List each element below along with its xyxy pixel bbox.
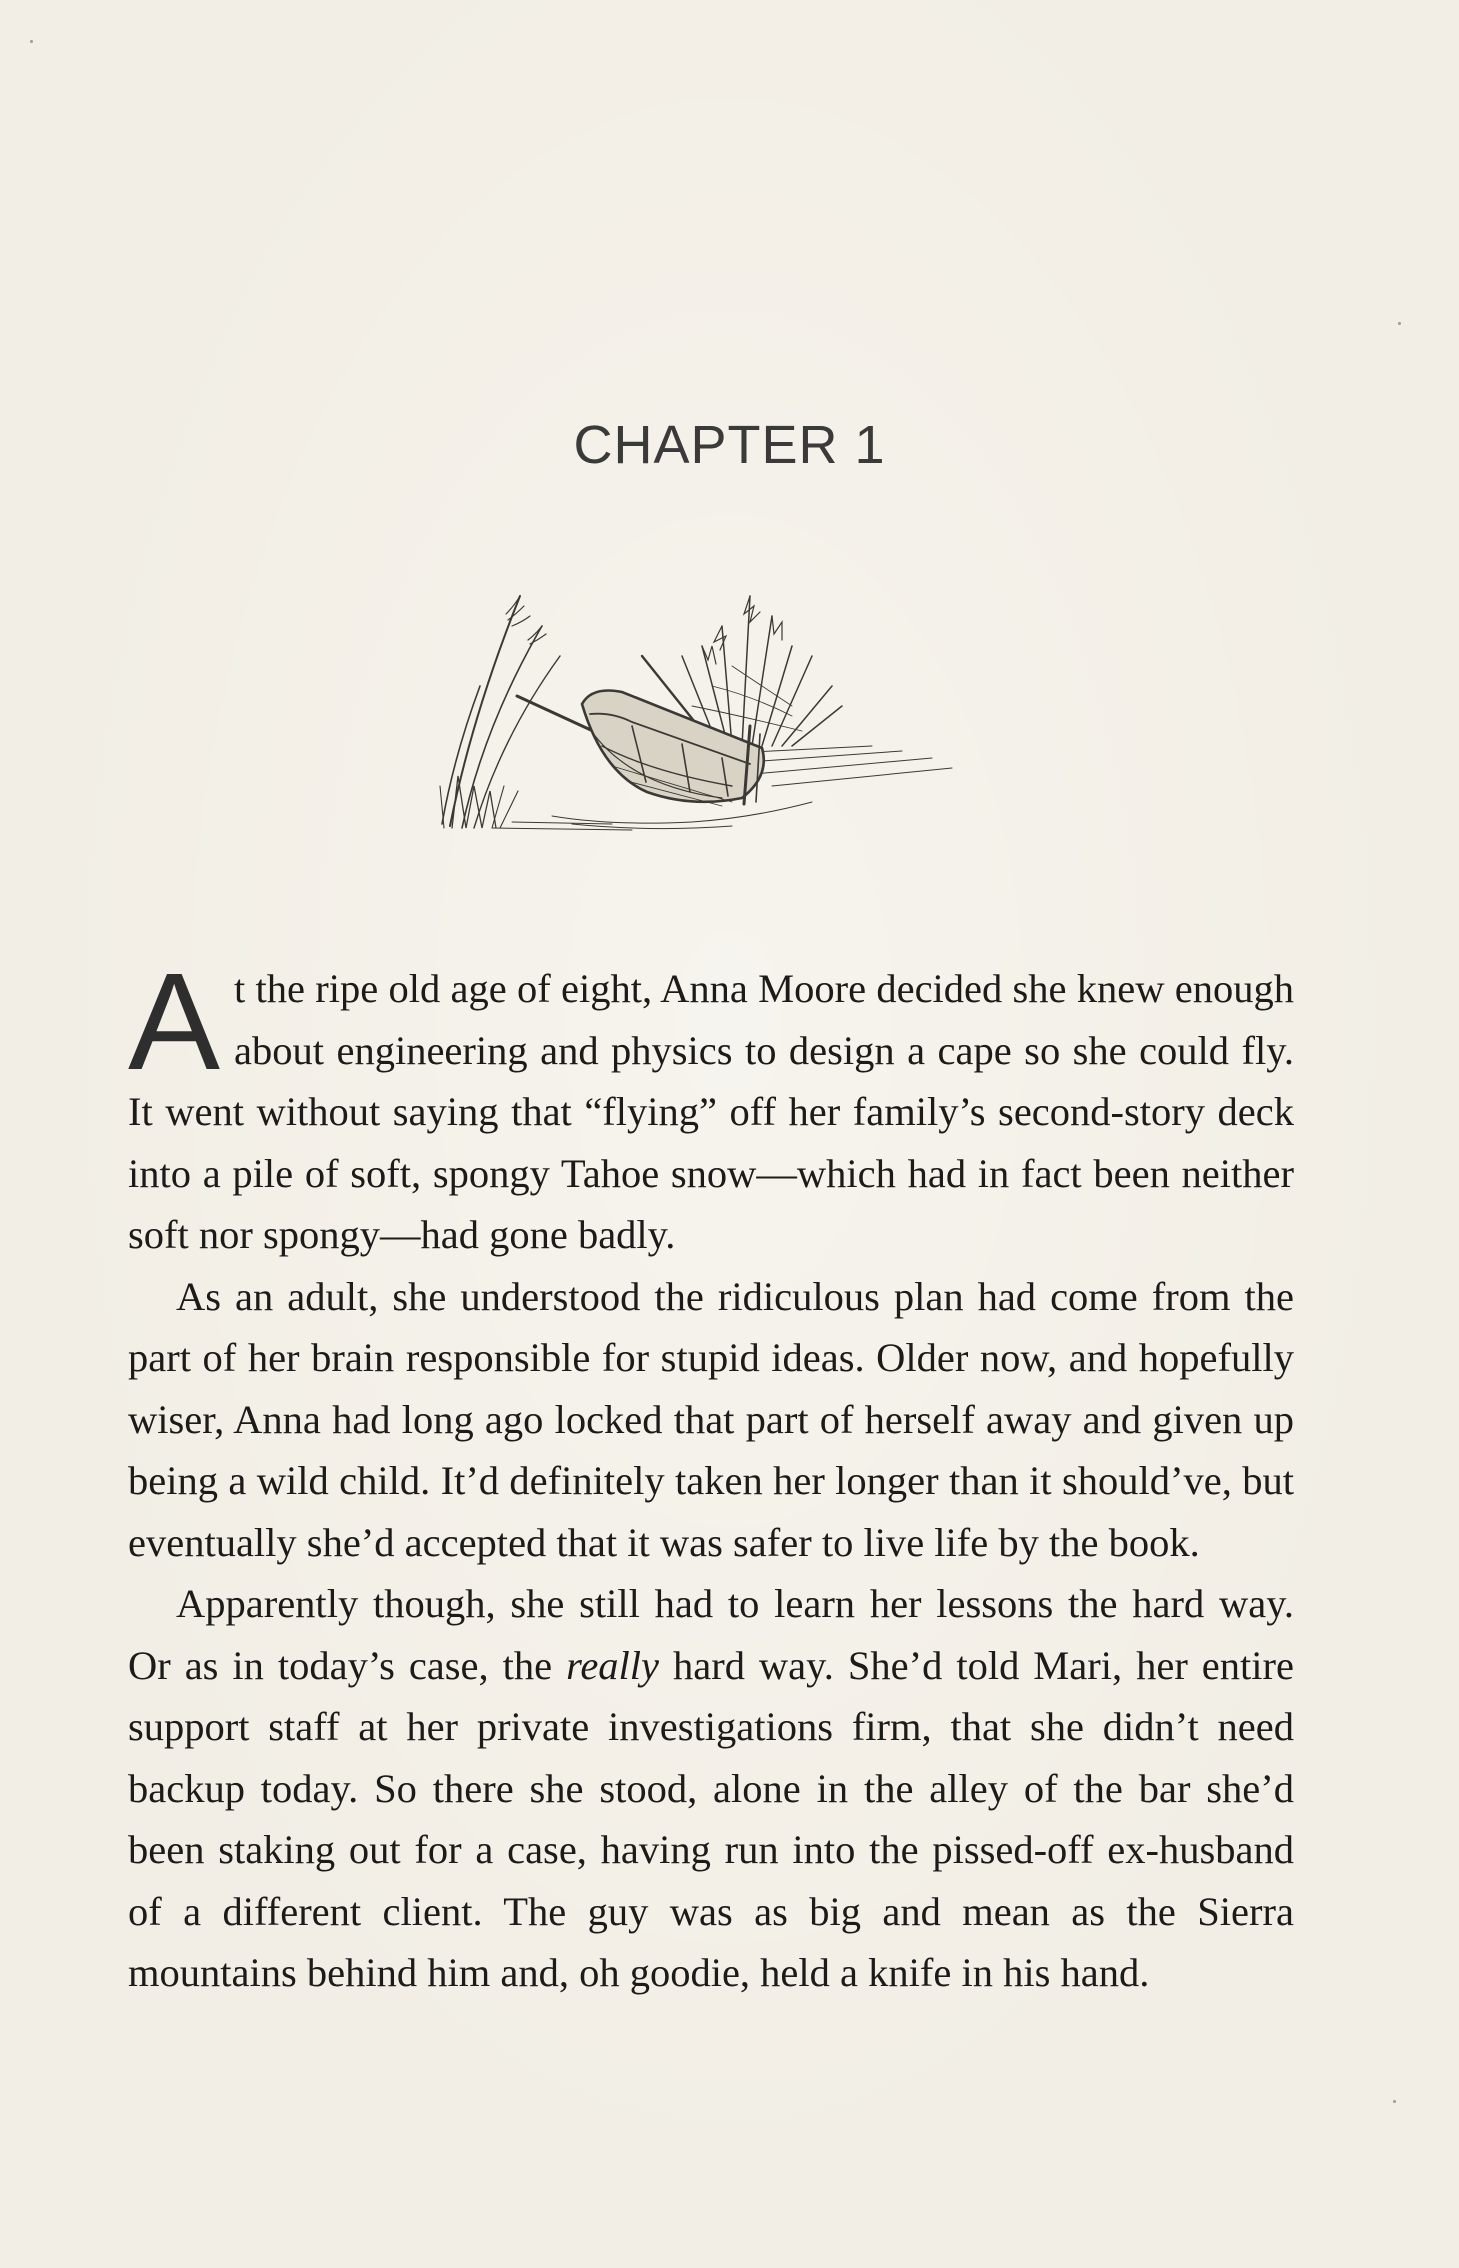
paper-speck: [30, 40, 33, 43]
paragraph-3-text-b: hard way. She’d told Mari, her entire support staff at her private investigations firm, that she didn’t need backup today. So there she stood, alone in the alley of the bar she’d been staking out for a case, having run into the pissed-off ex-husband of a different client. The guy was as big and mean as the Sierra mountains behind him and, oh goodie, held a knife in his hand.: [128, 1642, 1294, 1995]
paper-speck: [1398, 322, 1401, 325]
rowboat-in-reeds-icon: [432, 536, 972, 836]
paragraph-3: [128, 1573, 1294, 2004]
chapter-body-text: [128, 945, 1294, 2004]
paragraph-3-text-a: Apparently though, she still had to learn her lessons the hard way. Or as in today’s case, the: [128, 1581, 1294, 1688]
paragraph-1-text: t the ripe old age of eight, Anna Moore decided she knew enough about engineering and physics to design a cape so she could fly. It went without saying that “flying” off her family’s second-story deck into a pile of soft, spongy Tahoe snow—which had in fact been neither soft nor spongy—had gone badly.: [128, 966, 1294, 1257]
paragraph-1: [128, 945, 1294, 1266]
paper-speck: [1393, 2100, 1396, 2103]
chapter-heading: CHAPTER 1: [573, 415, 886, 475]
paragraph-2: As an adult, she understood the ridiculous plan had come from the part of her brain responsible for stupid ideas. Older now, and hopefully wiser, Anna had long ago locked that part of herself away and given up being a wild child. It’d definitely taken her longer than it should’ve, but eventually she’d accepted that it was safer to live life by the book.: [128, 1273, 1294, 1565]
drop-cap-letter: A: [128, 945, 221, 1099]
emphasis-really: really: [566, 1642, 660, 1688]
